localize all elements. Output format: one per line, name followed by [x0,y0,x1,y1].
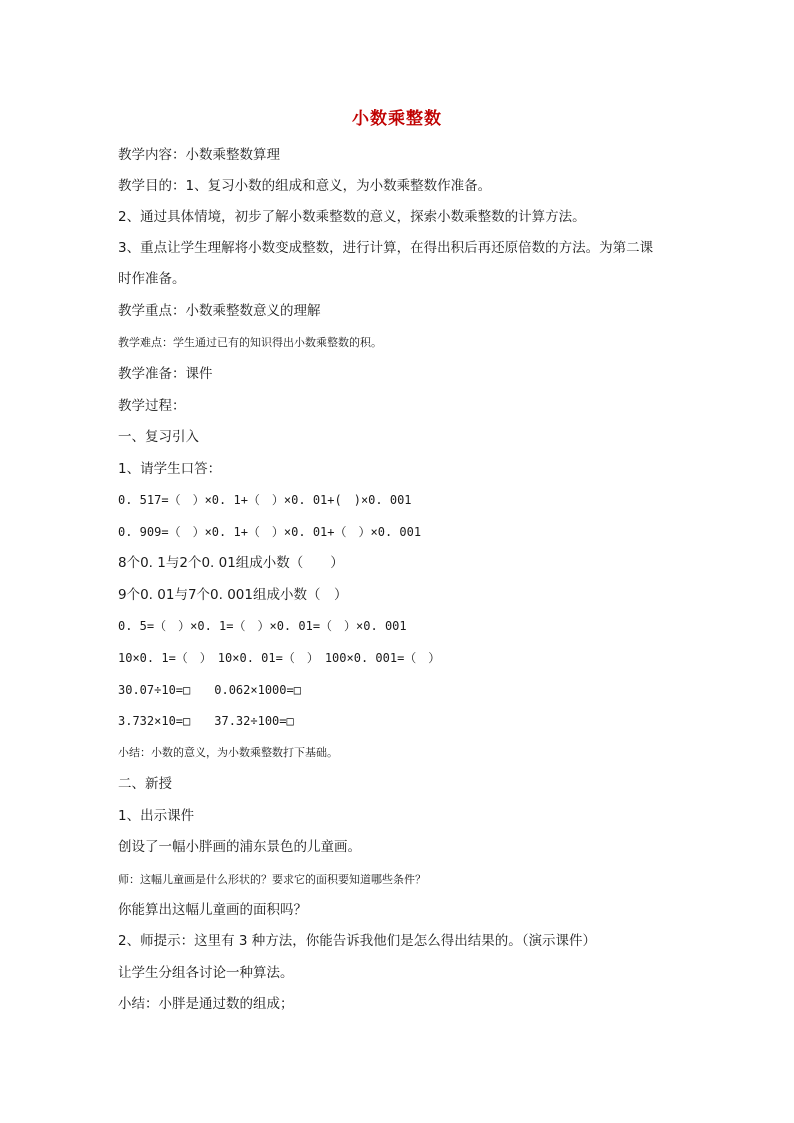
exercise-line: 3.732×10=□ 37.32÷100=□ [118,714,294,728]
teaching-goal-3: 3、重点让学生理解将小数变成整数，进行计算，在得出积后再还原倍数的方法。为第二课 [118,240,654,256]
teaching-content: 教学内容：小数乘整数算理 [118,147,280,163]
exercise-line: 30.07÷10=□ 0.062×1000=□ [118,683,301,697]
new-lesson-step-1: 1、出示课件 [118,808,195,824]
exercise-line: 0. 517=（ ）×0. 1+（ ）×0. 01+( )×0. 001 [118,493,412,507]
exercise-line: 0. 909=（ ）×0. 1+（ ）×0. 01+（ ）×0. 001 [118,525,422,539]
teacher-question: 师：这幅儿童画是什么形状的？要求它的面积要知道哪些条件？ [118,873,426,886]
teaching-difficulty: 教学难点：学生通过已有的知识得出小数乘整数的积。 [118,336,382,349]
new-lesson-text: 让学生分组各讨论一种算法。 [118,965,294,981]
new-lesson-text: 创设了一幅小胖画的浦东景色的儿童画。 [118,839,361,855]
teaching-process: 教学过程： [118,398,186,414]
new-lesson-summary: 小结：小胖是通过数的组成； [118,996,294,1012]
exercise-line: 10×0. 1=（ ） 10×0. 01=（ ） 100×0. 001=（ ） [118,651,441,665]
teaching-prep: 教学准备：课件 [118,366,213,382]
exercise-line: 9个0. 01与7个0. 001组成小数（ ） [118,587,348,603]
section-review: 一、复习引入 [118,429,199,445]
teaching-goal-3-cont: 时作准备。 [118,271,186,287]
teaching-goal-1: 教学目的：1、复习小数的组成和意义，为小数乘整数作准备。 [118,178,492,194]
new-lesson-step-2: 2、师提示：这里有 3 种方法，你能告诉我他们是怎么得出结果的。（演示课件） [118,933,597,949]
exercise-line: 0. 5=（ ）×0. 1=（ ）×0. 01=（ ）×0. 001 [118,619,407,633]
section-new-lesson: 二、新授 [118,776,172,792]
page-title: 小数乘整数 [352,109,442,129]
review-oral-answer: 1、请学生口答： [118,461,222,477]
review-summary: 小结：小数的意义，为小数乘整数打下基础。 [118,746,338,759]
exercise-line: 8个0. 1与2个0. 01组成小数（ ） [118,555,344,571]
teaching-focus: 教学重点：小数乘整数意义的理解 [118,303,321,319]
teaching-goal-2: 2、通过具体情境，初步了解小数乘整数的意义，探索小数乘整数的计算方法。 [118,209,586,225]
new-lesson-text: 你能算出这幅儿童画的面积吗？ [118,902,307,918]
